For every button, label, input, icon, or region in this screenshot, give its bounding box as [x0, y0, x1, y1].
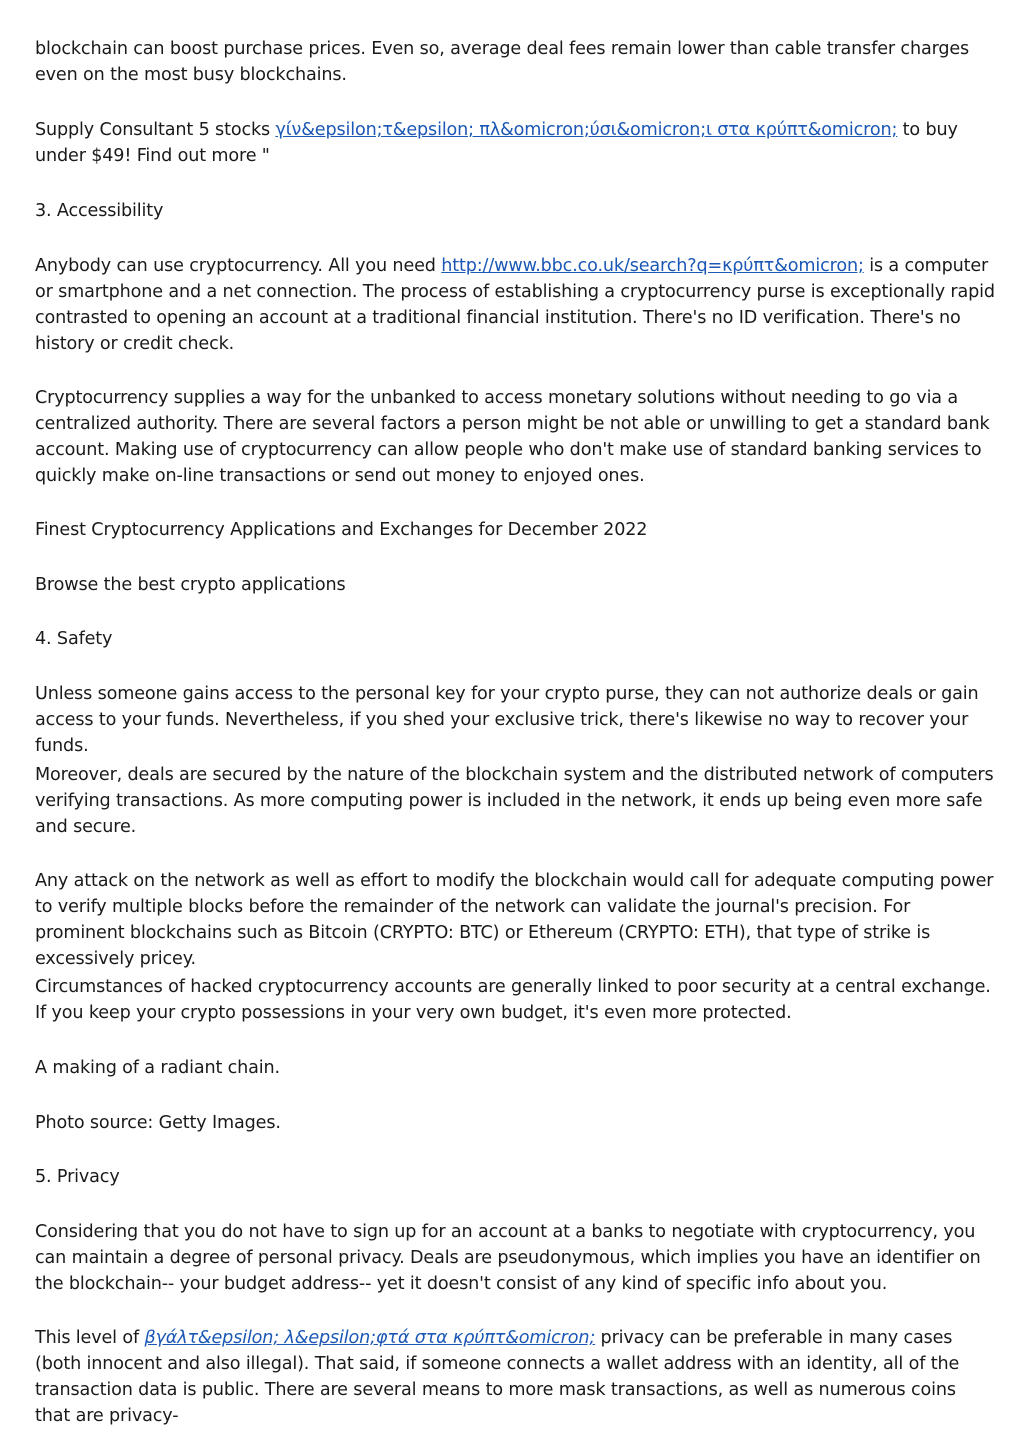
paragraph-text-after: to buy under $49! Find out more ": [35, 120, 958, 166]
paragraph-text: Moreover, deals are secured by the nature of the blockchain system and the distributed network of computers verifying transactions. As more computing power is included in the network, it ends up being even more safe and secure.: [35, 765, 994, 837]
paragraph-accessibility: [35, 254, 995, 358]
paragraph-hacked: [35, 975, 995, 1027]
paragraph-text: Circumstances of hacked cryptocurrency accounts are generally linked to poor security at a central exchange. If you keep your crypto possessions in your very own budget, it's even more protected.: [35, 977, 991, 1023]
image-caption: [35, 1056, 995, 1082]
paragraph-text-before: Anybody can use cryptocurrency. All you need: [35, 256, 442, 276]
paragraph-secured: [35, 763, 995, 841]
paragraph-text: Considering that you do not have to sign up for an account at a banks to negotiate with cryptocurrency, you can maintain a degree of personal privacy. Deals are pseudonymous, which implies you have an identifier on the blockchain-- your budget address-- yet it doesn't consist of any kind of specific info about you.: [35, 1222, 981, 1294]
paragraph-text: Unless someone gains access to the personal key for your crypto purse, they can not authorize deals or gain access to your funds. Nevertheless, if you shed your exclusive trick, there's likewise no way to recover your funds.: [35, 684, 979, 756]
paragraph-text: Browse the best crypto applications: [35, 575, 346, 595]
paragraph-private-key: [35, 682, 995, 760]
heading-text: 3. Accessibility: [35, 201, 164, 221]
crypto-link-rich[interactable]: γίν&epsilon;τ&epsilon; πλ&omicron;ύσι&omicron;ι στα κρύπτ&omicron;: [275, 120, 898, 140]
heading-text: 5. Privacy: [35, 1167, 120, 1187]
caption-text: A making of a radiant chain.: [35, 1058, 280, 1078]
bbc-search-link[interactable]: http://www.bbc.co.uk/search?q=κρύπτ&omicron;: [441, 256, 864, 276]
paragraph-text: Finest Cryptocurrency Applications and Exchanges for December 2022: [35, 520, 648, 540]
paragraph-finest-apps: [35, 518, 995, 544]
photo-credit: [35, 1111, 995, 1137]
paragraph-privacy: [35, 1220, 995, 1298]
heading-text: 4. Safety: [35, 629, 113, 649]
paragraph-text: Any attack on the network as well as effort to modify the blockchain would call for adequate computing power to verify multiple blocks before the remainder of the network can validate the journal's precision. For prominent blockchains such as Bitcoin (CRYPTO: BTC) or Ethereum (CRYPTO: ETH), that type of strike is excessively pricey.: [35, 871, 994, 969]
paragraph-text-after: is a computer or smartphone and a net connection. The process of establishing a cryptocurrency purse is exceptionally rapid contrasted to opening an account at a traditional financial institution. There's no ID verification. There's no history or credit check.: [35, 256, 995, 354]
paragraph-text-after: privacy can be preferable in many cases (both innocent and also illegal). That said, if someone connects a wallet address with an identity, all of the transaction data is public. There are several means to more mask transactions, as well as numerous coins that are privacy-: [35, 1328, 960, 1426]
heading-accessibility: [35, 199, 995, 225]
paragraph-text: Cryptocurrency supplies a way for the unbanked to access monetary solutions without needing to go via a centralized authority. There are several factors a person might be not able or unwilling to get a standard bank account. Making use of cryptocurrency can allow people who don't make use of standard banking services to quickly make on-line transactions or send out money to enjoyed ones.: [35, 388, 990, 486]
paragraph-browse-apps: [35, 573, 995, 599]
paragraph-text-before: This level of: [35, 1328, 145, 1348]
paragraph-attack: [35, 869, 995, 973]
paragraph-text-before: Supply Consultant 5 stocks: [35, 120, 276, 140]
paragraph-text: blockchain can boost purchase prices. Even so, average deal fees remain lower than cable transfer charges even on the most busy blockchains.: [35, 39, 970, 85]
credit-text: Photo source: Getty Images.: [35, 1113, 281, 1133]
paragraph-privacy-level: [35, 1326, 995, 1430]
paragraph-unbanked: [35, 386, 995, 490]
paragraph-fees: [35, 37, 995, 89]
heading-privacy: [35, 1165, 995, 1191]
heading-safety: [35, 627, 995, 653]
paragraph-stocks: [35, 118, 995, 170]
crypto-link-earn[interactable]: βγάλτ&epsilon; λ&epsilon;φτά στα κρύπτ&omicron;: [144, 1328, 596, 1348]
